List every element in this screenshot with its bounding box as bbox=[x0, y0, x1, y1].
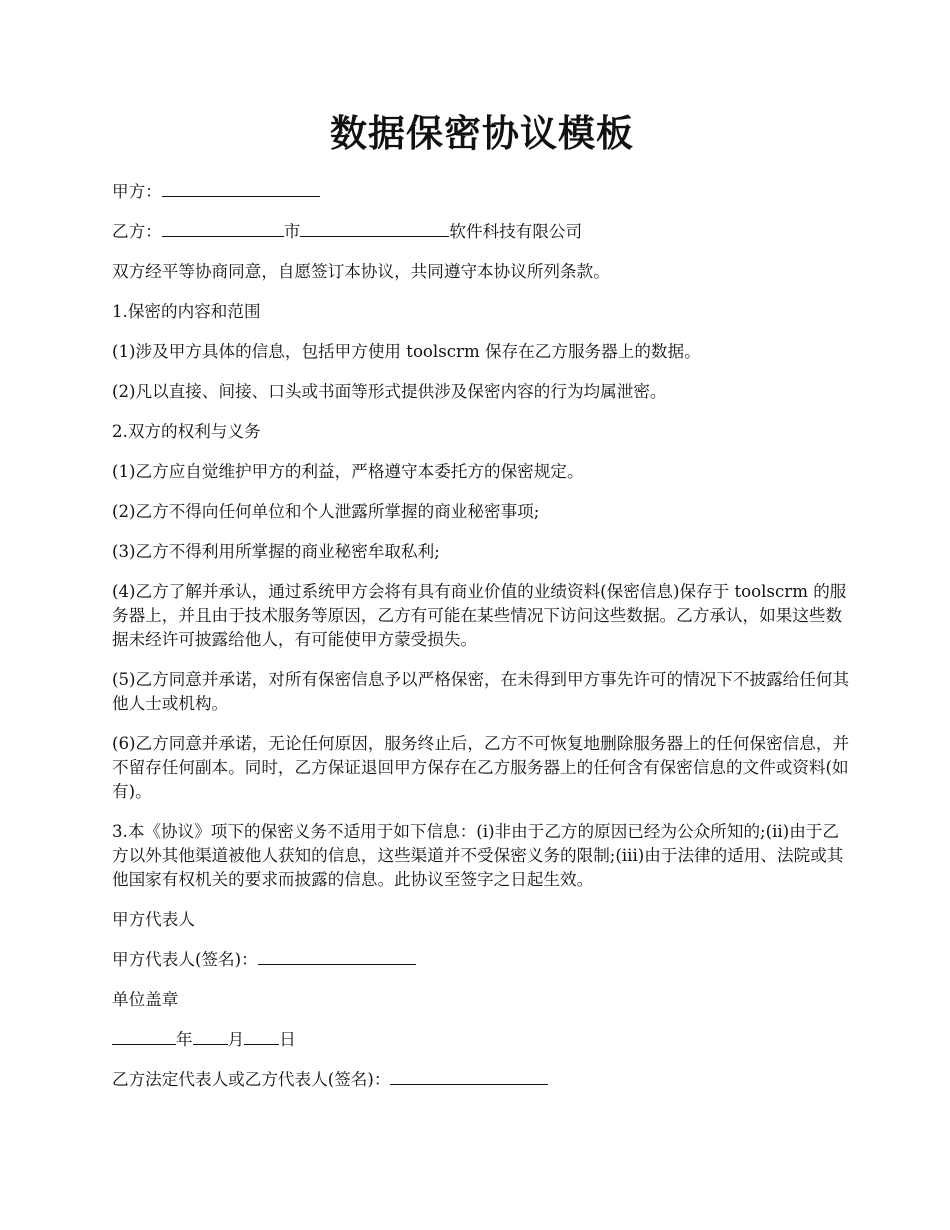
date-day-blank[interactable] bbox=[244, 1028, 279, 1045]
section-2-item-1: (1)乙方应自觉维护甲方的利益，严格遵守本委托方的保密规定。 bbox=[112, 462, 584, 481]
intro-paragraph: 双方经平等协商同意，自愿签订本协议，共同遵守本协议所列条款。 bbox=[112, 262, 610, 281]
party-a-blank[interactable] bbox=[162, 180, 320, 197]
party-a-line bbox=[112, 180, 852, 204]
date-year-label: 年 bbox=[176, 1030, 193, 1049]
document-page bbox=[112, 108, 852, 1108]
section-2-item-2: (2)乙方不得向任何单位和个人泄露所掌握的商业秘密事项; bbox=[112, 502, 540, 521]
clause-3: 3.本《协议》项下的保密义务不适用于如下信息：(i)非由于乙方的原因已经为公众所知的;(ii)由于乙方以外其他渠道被他人获知的信息，这些渠道并不受保密义务的限制;(iii)由于法律的适用、法院或其他国家有权机关的要求而披露的信息。此协议至签字之日起生效。 bbox=[112, 822, 844, 889]
party-b-company-suffix: 软件科技有限公司 bbox=[449, 222, 583, 241]
party-b-line bbox=[112, 220, 852, 244]
section-1-heading: 1.保密的内容和范围 bbox=[112, 302, 261, 321]
section-2-heading: 2.双方的权利与义务 bbox=[112, 422, 261, 441]
party-b-city-suffix: 市 bbox=[283, 222, 301, 241]
section-1-item-1: (1)涉及甲方具体的信息，包括甲方使用 toolscrm 保存在乙方服务器上的数据。 bbox=[112, 342, 701, 361]
rep-b-sign-line bbox=[112, 1068, 852, 1092]
seal-label: 单位盖章 bbox=[112, 990, 179, 1009]
section-1-item-2: (2)凡以直接、间接、口头或书面等形式提供涉及保密内容的行为均属泄密。 bbox=[112, 382, 667, 401]
rep-a-sign-label: 甲方代表人(签名)： bbox=[112, 950, 258, 969]
date-line bbox=[112, 1028, 852, 1052]
date-year-blank[interactable] bbox=[112, 1028, 176, 1045]
rep-a-signature-blank[interactable] bbox=[258, 948, 416, 965]
date-month-blank[interactable] bbox=[193, 1028, 228, 1045]
section-2-item-6: (6)乙方同意并承诺，无论任何原因，服务终止后，乙方不可恢复地删除服务器上的任何保密信息，并不留存任何副本。同时，乙方保证退回甲方保存在乙方服务器上的任何含有保密信息的文件或资料(如有)。 bbox=[112, 734, 850, 801]
party-b-label: 乙方： bbox=[112, 222, 162, 241]
party-a-label: 甲方： bbox=[112, 182, 162, 201]
document-title: 数据保密协议模板 bbox=[330, 112, 634, 155]
section-2-item-5: (5)乙方同意并承诺，对所有保密信息予以严格保密，在未得到甲方事先许可的情况下不披露给任何其他人士或机构。 bbox=[112, 670, 850, 713]
rep-a-heading: 甲方代表人 bbox=[112, 910, 195, 929]
rep-b-signature-blank[interactable] bbox=[390, 1068, 548, 1085]
party-b-company-blank[interactable] bbox=[300, 220, 449, 237]
date-day-label: 日 bbox=[279, 1030, 296, 1049]
section-2-item-4: (4)乙方了解并承认，通过系统甲方会将有具有商业价值的业绩资料(保密信息)保存于 toolscrm 的服务器上，并且由于技术服务等原因，乙方有可能在某些情况下访问这些数据。乙方承认，如果这些数据未经许可披露给他人，有可能使甲方蒙受损失。 bbox=[112, 582, 847, 649]
date-month-label: 月 bbox=[227, 1030, 245, 1049]
party-b-city-blank[interactable] bbox=[162, 220, 284, 237]
rep-a-sign-line bbox=[112, 948, 852, 972]
section-2-item-3: (3)乙方不得利用所掌握的商业秘密牟取私利; bbox=[112, 542, 440, 561]
rep-b-sign-label: 乙方法定代表人或乙方代表人(签名)： bbox=[112, 1070, 391, 1089]
